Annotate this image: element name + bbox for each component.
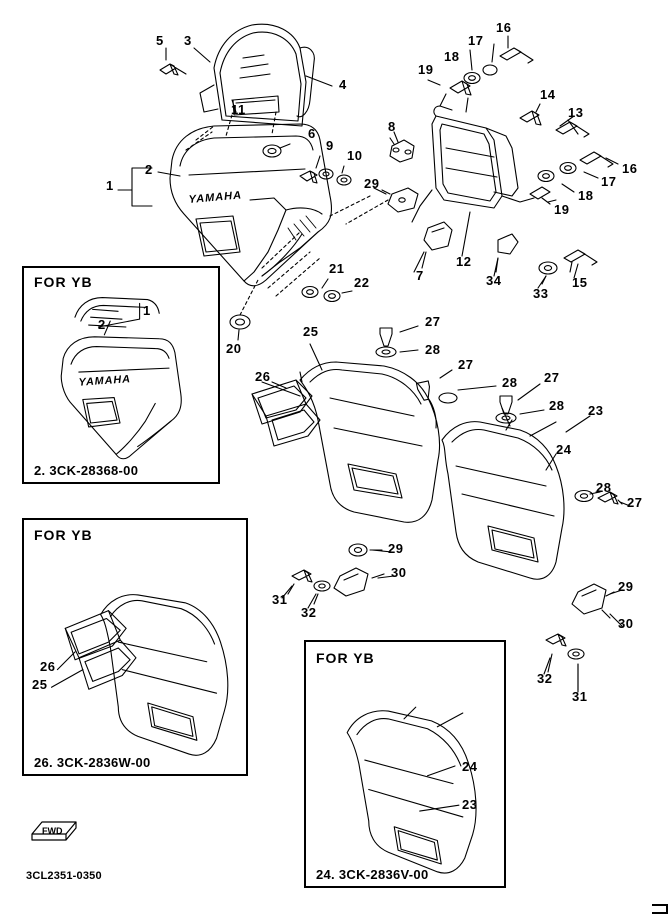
- callout-1: 1: [106, 178, 114, 193]
- callout-34: 34: [486, 273, 502, 288]
- svg-text:FWD: FWD: [42, 826, 63, 836]
- callout-3: 3: [184, 33, 192, 48]
- callout-4: 4: [339, 77, 347, 92]
- callout-19-right: 19: [554, 202, 570, 217]
- inset-yb-cowling-caption: 2. 3CK-28368-00: [34, 463, 139, 478]
- page-corner-mark: [652, 904, 668, 914]
- inset-yb-left-panel-artwork: [24, 520, 246, 774]
- callout-32-lower-right: 32: [537, 671, 553, 686]
- callout-20: 20: [226, 341, 242, 356]
- callout-30-lower-right: 30: [618, 616, 634, 631]
- callout-24: 24: [556, 442, 572, 457]
- inset-callout-26: 26: [40, 659, 56, 674]
- inset-yb-right-panel-caption: 24. 3CK-2836V-00: [316, 867, 429, 882]
- callout-16-right: 16: [622, 161, 638, 176]
- fwd-arrow-icon: [28, 816, 80, 846]
- callout-23: 23: [588, 403, 604, 418]
- callout-28-mid: 28: [502, 375, 518, 390]
- inset-yb-cowling-title: FOR YB: [34, 274, 93, 290]
- callout-27-right: 27: [627, 495, 643, 510]
- callout-9: 9: [326, 138, 334, 153]
- callout-17-right: 17: [601, 174, 617, 189]
- callout-22: 22: [354, 275, 370, 290]
- callout-19: 19: [418, 62, 434, 77]
- callout-5: 5: [156, 33, 164, 48]
- callout-29-lower-left: 29: [388, 541, 404, 556]
- callout-32: 32: [301, 605, 317, 620]
- callout-27-mid: 27: [458, 357, 474, 372]
- inset-yb-left-panel-caption: 26. 3CK-2836W-00: [34, 755, 151, 770]
- callout-29-lower-right: 29: [618, 579, 634, 594]
- callout-28-right: 28: [596, 480, 612, 495]
- callout-25: 25: [303, 324, 319, 339]
- callout-6: 6: [308, 126, 316, 141]
- callout-18-right: 18: [578, 188, 594, 203]
- callout-12: 12: [456, 254, 472, 269]
- callout-17: 17: [468, 33, 484, 48]
- drawing-number: 3CL2351-0350: [26, 870, 102, 882]
- callout-21: 21: [329, 261, 345, 276]
- inset-yb-right-panel: [304, 640, 506, 888]
- fwd-arrow: [28, 816, 80, 846]
- callout-31: 31: [272, 592, 288, 607]
- inset-yb-left-panel-title: FOR YB: [34, 527, 93, 543]
- inset-yb-right-panel-title: FOR YB: [316, 650, 375, 666]
- callout-18: 18: [444, 49, 460, 64]
- callout-26: 26: [255, 369, 271, 384]
- inset-yb-cowling: [22, 266, 220, 484]
- inset-callout-23: 23: [462, 797, 478, 812]
- inset-callout-1: 1: [143, 303, 151, 318]
- callout-27-upper-right: 27: [544, 370, 560, 385]
- svg-text:YAMAHA: YAMAHA: [78, 373, 132, 389]
- callout-14: 14: [540, 87, 556, 102]
- callout-10: 10: [347, 148, 363, 163]
- svg-text:YAMAHA: YAMAHA: [188, 189, 243, 206]
- inset-yb-cowling-artwork: [24, 268, 218, 482]
- callout-28: 28: [425, 342, 441, 357]
- callout-28-upper-right: 28: [549, 398, 565, 413]
- callout-27: 27: [425, 314, 441, 329]
- inset-callout-25: 25: [32, 677, 48, 692]
- callout-7: 7: [416, 268, 424, 283]
- callout-11: 11: [231, 102, 246, 117]
- callout-33: 33: [533, 286, 549, 301]
- callout-16: 16: [496, 20, 512, 35]
- inset-callout-2: 2: [98, 317, 106, 332]
- inset-yb-left-panel: [22, 518, 248, 776]
- callout-15: 15: [572, 275, 588, 290]
- callout-13: 13: [568, 105, 584, 120]
- callout-30: 30: [391, 565, 407, 580]
- inset-callout-24: 24: [462, 759, 478, 774]
- callout-29: 29: [364, 176, 380, 191]
- callout-2: 2: [145, 162, 153, 177]
- callout-31-lower-right: 31: [572, 689, 588, 704]
- callout-8: 8: [388, 119, 396, 134]
